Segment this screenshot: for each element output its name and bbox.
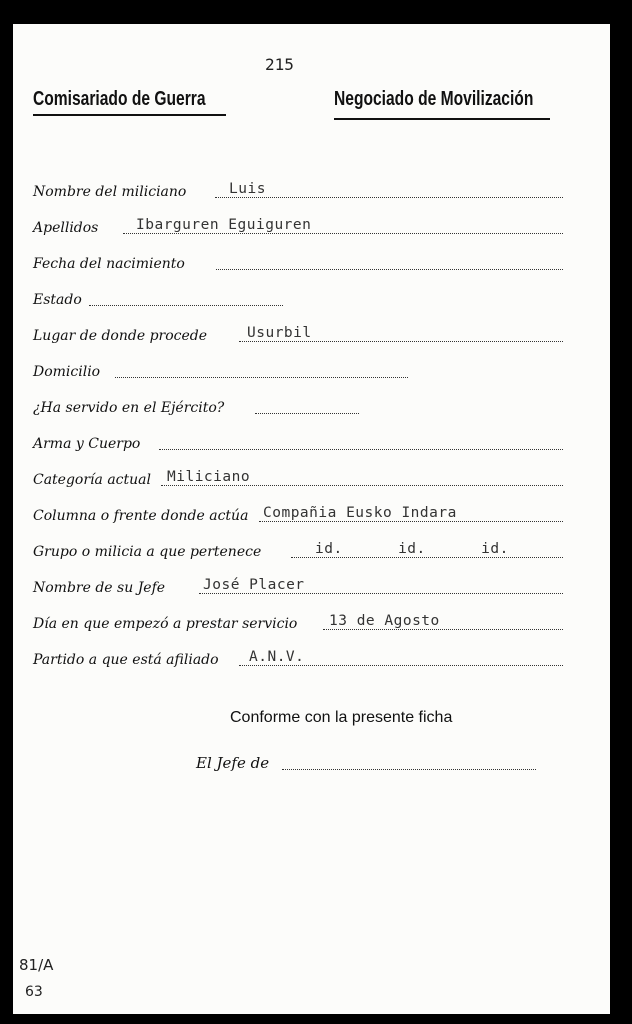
field-row-nombre — [33, 174, 553, 200]
field-label: Categoría actual — [33, 472, 151, 488]
field-value: Usurbil — [247, 325, 312, 341]
field-label: Columna o frente donde actúa — [33, 508, 249, 524]
field-label: Grupo o milicia a que pertenece — [33, 544, 262, 560]
field-line — [115, 377, 408, 378]
index-card — [13, 24, 610, 1014]
field-label: Domicilio — [33, 364, 101, 380]
field-line — [216, 269, 563, 270]
field-row-dia-servicio — [33, 606, 553, 632]
field-row-partido — [33, 642, 553, 668]
field-row-apellidos — [33, 210, 553, 236]
field-row-columna — [33, 498, 553, 524]
field-line — [255, 413, 359, 414]
field-line — [215, 197, 563, 198]
header-right-underline — [334, 118, 550, 120]
field-line — [159, 449, 563, 450]
field-line — [259, 521, 563, 522]
field-row-fecha — [33, 246, 553, 272]
field-row-ha-servido — [33, 390, 553, 416]
field-row-jefe — [33, 570, 553, 596]
field-row-estado — [33, 282, 553, 308]
field-row-lugar — [33, 318, 553, 344]
field-label: Fecha del nacimiento — [33, 256, 185, 272]
field-label: ¿Ha servido en el Ejército? — [33, 400, 225, 416]
field-row-categoria — [33, 462, 553, 488]
field-value: Miliciano — [167, 469, 251, 485]
field-label: Arma y Cuerpo — [33, 436, 141, 452]
field-value: Compañia Eusko Indara — [263, 505, 457, 521]
field-label: Partido a que está afiliado — [33, 652, 219, 668]
field-line — [123, 233, 563, 234]
handwritten-reference: 81/A — [19, 956, 54, 974]
field-line — [199, 593, 563, 594]
field-row-arma — [33, 426, 553, 452]
field-label: Nombre de su Jefe — [33, 580, 166, 596]
field-line — [161, 485, 563, 486]
jefe-signature-row — [196, 746, 536, 772]
field-label: Día en que empezó a prestar servicio — [33, 616, 298, 632]
jefe-label: El Jefe de — [196, 754, 270, 772]
field-row-domicilio — [33, 354, 553, 380]
document-number: 215 — [265, 55, 294, 74]
field-value: A.N.V. — [249, 649, 305, 665]
field-line — [323, 629, 563, 630]
field-value: 13 de Agosto — [329, 613, 440, 629]
header-right: Negociado de Movilización — [334, 88, 534, 110]
field-value: Ibarguren Eguiguren — [136, 217, 312, 233]
field-line — [89, 305, 283, 306]
field-value: José Placer — [203, 577, 305, 593]
field-label: Apellidos — [33, 220, 99, 236]
field-line — [291, 557, 563, 558]
field-label: Nombre del miliciano — [33, 184, 187, 200]
field-line — [239, 665, 563, 666]
conforme-text: Conforme con la presente ficha — [230, 709, 453, 726]
field-row-grupo — [33, 534, 553, 560]
field-label: Estado — [33, 292, 82, 308]
field-value: Luis — [229, 181, 266, 197]
field-label: Lugar de donde procede — [33, 328, 208, 344]
field-line — [239, 341, 563, 342]
jefe-signature-line — [282, 769, 536, 770]
header-left-underline — [33, 114, 226, 116]
handwritten-number: 63 — [25, 984, 43, 1000]
field-value: id. id. id. — [315, 541, 509, 557]
header-left: Comisariado de Guerra — [33, 88, 206, 110]
